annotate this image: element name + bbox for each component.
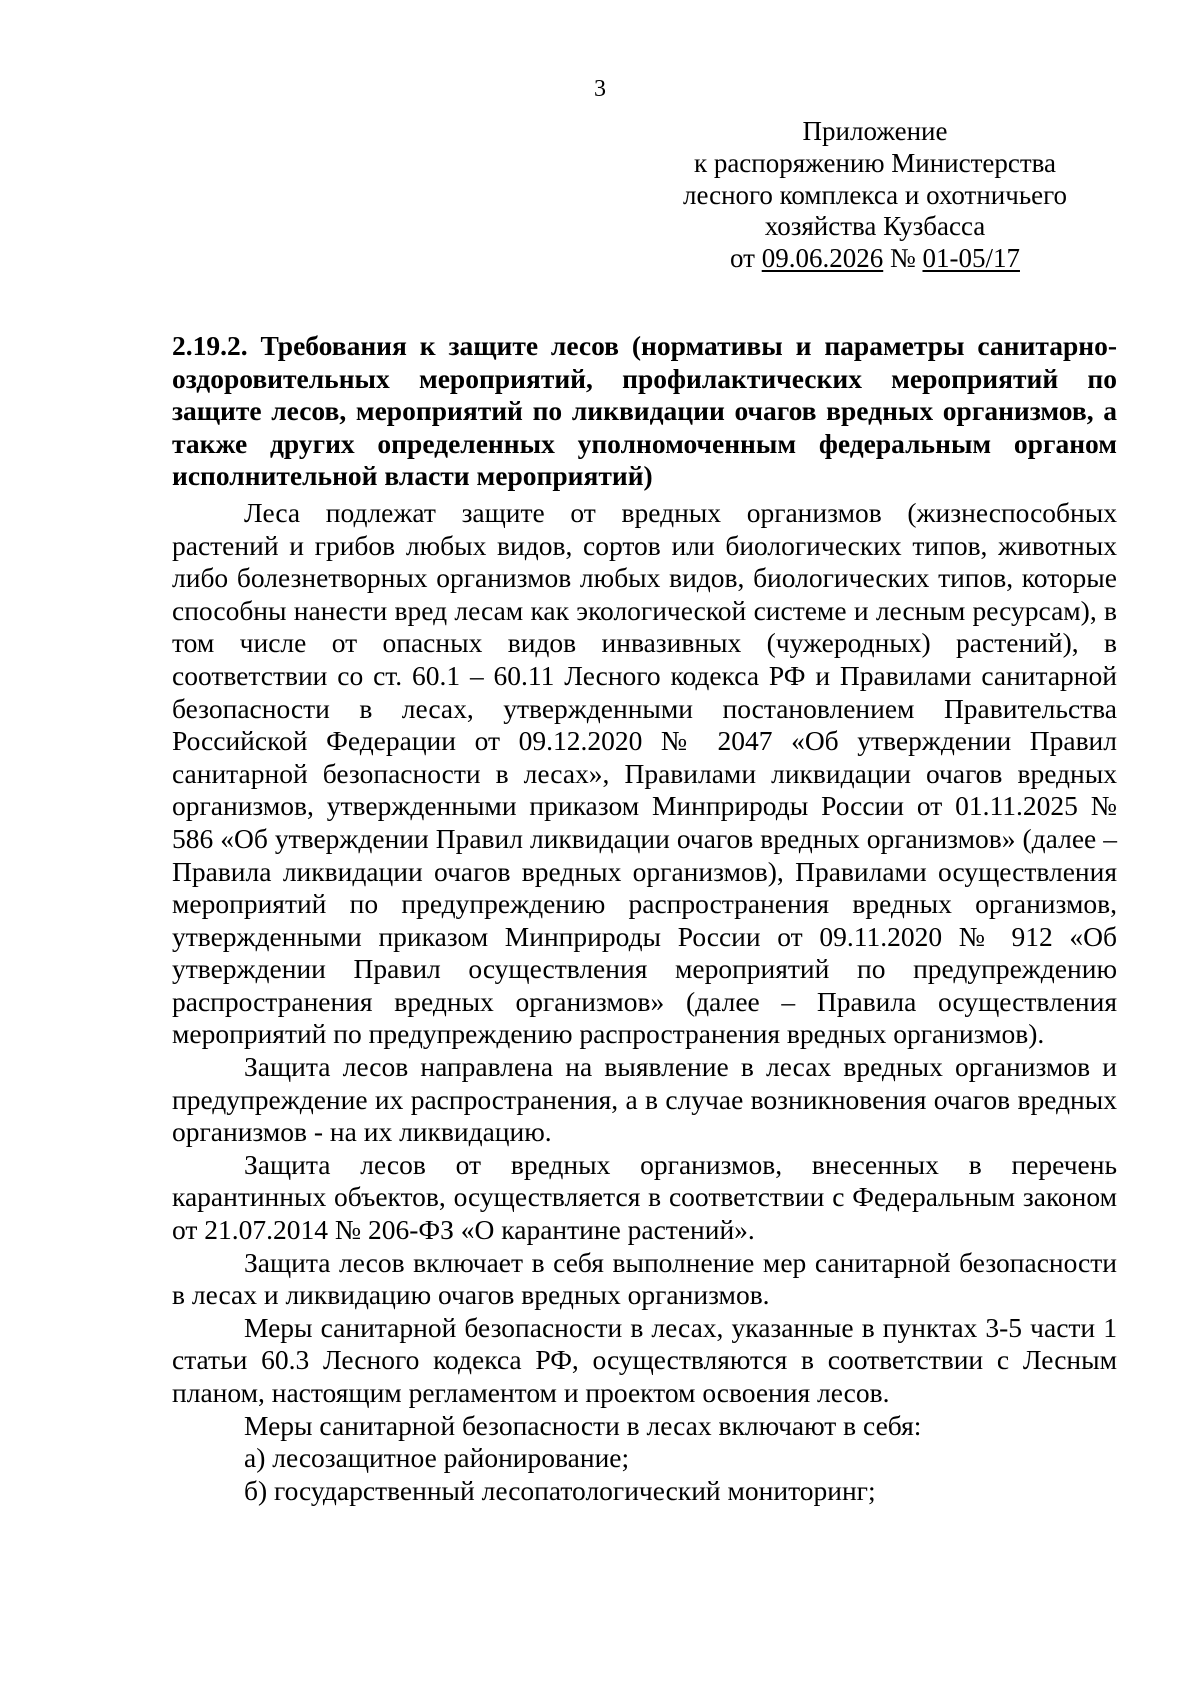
appendix-header — [660, 116, 1090, 275]
paragraph: Меры санитарной безопасности в лесах, указанные в пунктах 3-5 части 1 статьи 60.3 Лесного кодекса РФ, осуществляются в соответствии с Лесным планом, настоящим регламентом и проектом освоения лесов. — [172, 1311, 1117, 1408]
paragraph: Леса подлежат защите от вредных организмов (жизнеспособных растений и грибов любых видов, сортов или биологических типов, животных либо болезнетворных организмов любых видов, биологических типов, которые способны нанести вред лесам как экологической системе и лесным ресурсам), в том числе от опасных видов инвазивных (чужеродных) растений), в соответствии со ст. 60.1 – 60.11 Лесного кодекса РФ и Правилами санитарной безопасности в лесах, утвержденными постановлением Правительства Российской Федерации от 09.12.2020 № 2047 «Об утверждении Правил санитарной безопасности в лесах», Правилами ликвидации очагов вредных организмов, утвержденными приказом Минприроды России от 01.11.2025 № 586 «Об утверждении Правил ликвидации очагов вредных организмов» (далее – Правила ликвидации очагов вредных организмов), Правилами осуществления мероприятий по предупреждению распространения вредных организмов, утвержденными приказом Минприроды России от 09.11.2020 № 912 «Об утверждении Правил осуществления мероприятий по предупреждению распространения вредных организмов» (далее – Правила осуществления мероприятий по предупреждению распространения вредных организмов). — [172, 496, 1117, 1050]
paragraph: Меры санитарной безопасности в лесах включают в себя: — [244, 1409, 922, 1441]
appendix-line-2: к распоряжению Министерства — [693, 147, 1057, 178]
list-item: б) государственный лесопатологический мониторинг; — [244, 1474, 876, 1506]
appendix-title: Приложение — [802, 116, 948, 146]
order-number: 01-05/17 — [922, 243, 1020, 274]
order-date: 09.06.2026 — [761, 243, 884, 274]
section-heading: 2.19.2. Требования к защите лесов (нормативы и параметры санитарно-оздоровительных мероприятий, профилактических мероприятий по защите лесов, мероприятий по ликвидации очагов вредных организмов, а также других определенных уполномоченным федеральным органом исполнительной власти мероприятий) — [172, 330, 1117, 492]
number-prefix: № — [883, 243, 923, 274]
paragraph: Защита лесов направлена на выявление в лесах вредных организмов и предупреждение их распространения, а в случае возникновения очагов вредных организмов - на их ликвидацию. — [172, 1051, 1117, 1148]
document-body — [172, 330, 1117, 1507]
list-item: а) лесозащитное районирование; — [244, 1442, 630, 1474]
paragraph: Защита лесов от вредных организмов, внесенных в перечень карантинных объектов, осуществляется в соответствии с Федеральным законом от 21.07.2014 № 206-ФЗ «О карантине растений». — [172, 1148, 1117, 1246]
date-prefix: от — [730, 243, 762, 274]
appendix-line-4: хозяйства Кузбасса — [764, 211, 986, 242]
paragraph: Защита лесов включает в себя выполнение мер санитарной безопасности в лесах и ликвидацию очагов вредных организмов. — [172, 1246, 1117, 1311]
appendix-date-line — [660, 243, 1090, 275]
appendix-line-3: лесного комплекса и охотничьего — [682, 179, 1068, 210]
page-number: 3 — [594, 76, 606, 102]
